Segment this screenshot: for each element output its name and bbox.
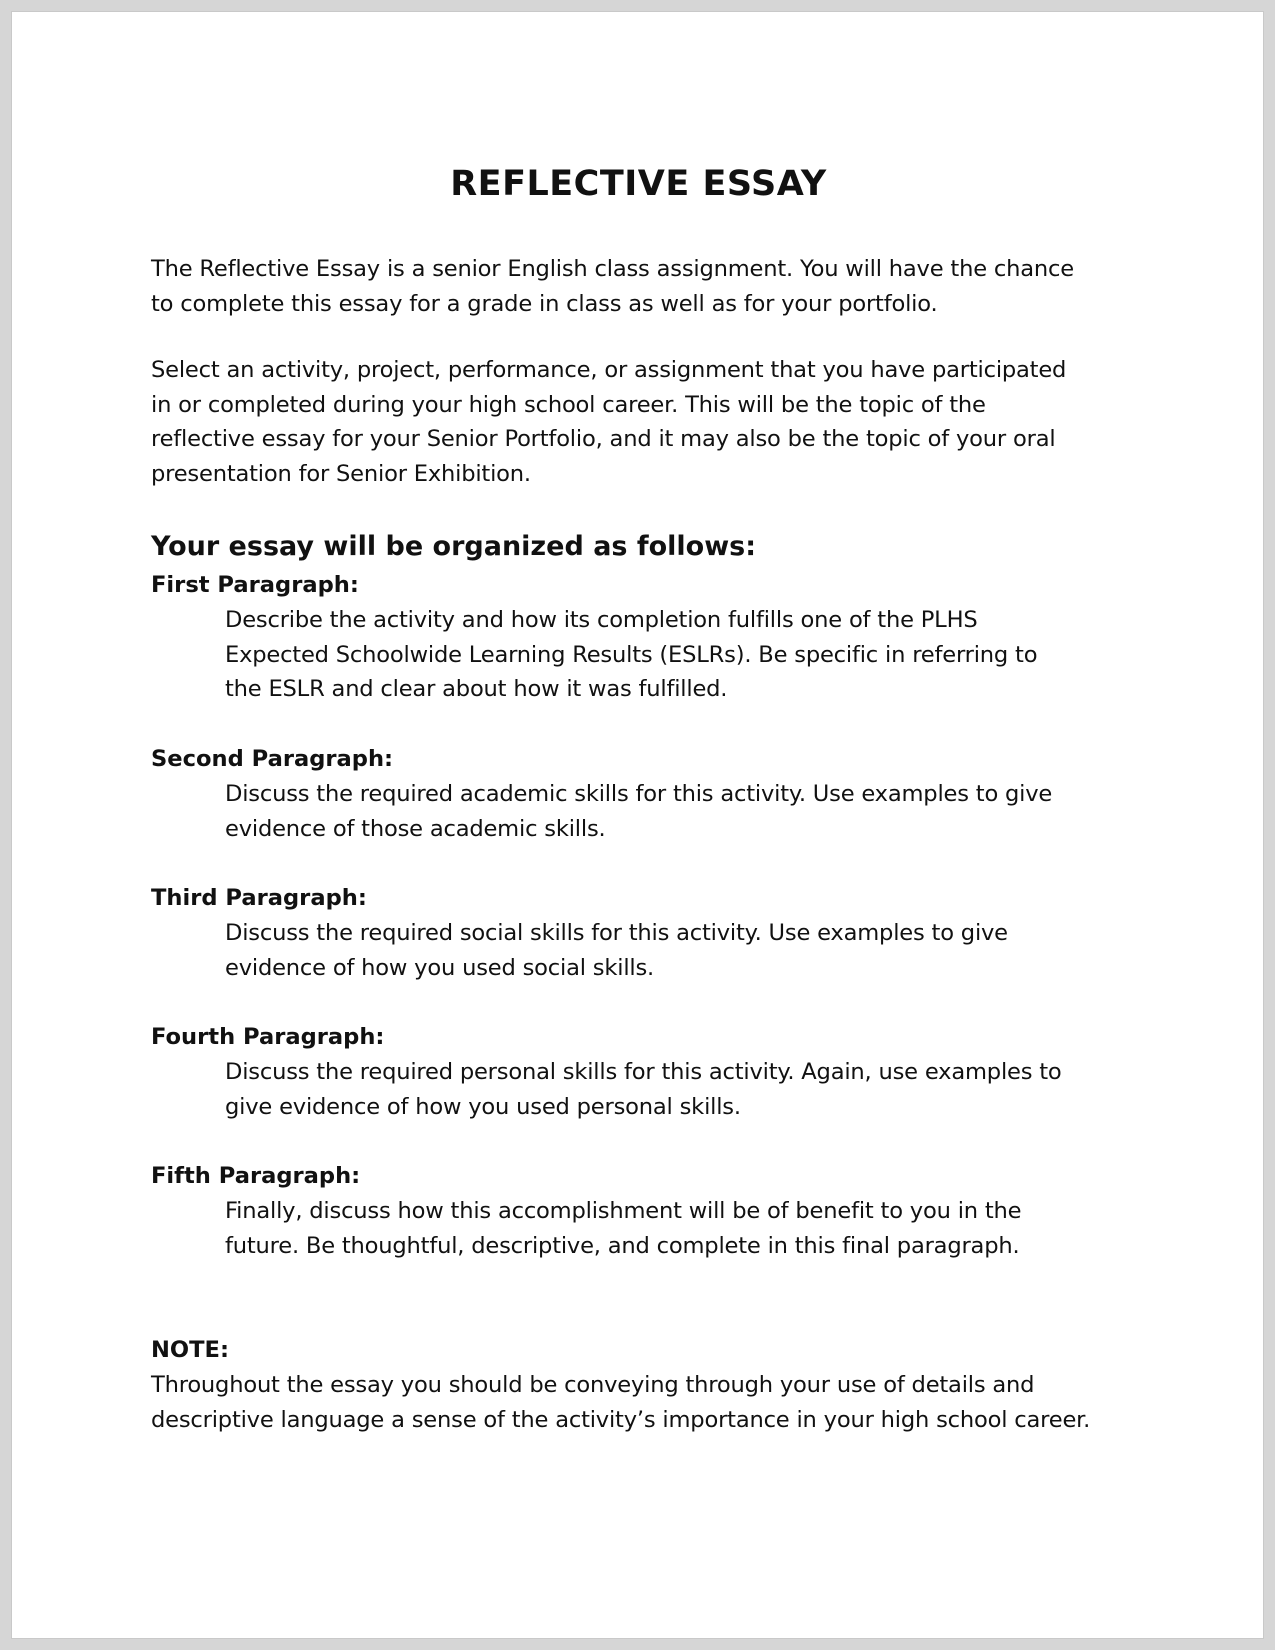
text-line: give evidence of how you used personal skills. [225, 1093, 741, 1120]
note-heading: NOTE: [151, 1337, 229, 1363]
text-line: Discuss the required personal skills for this activity. Again, use examples to [225, 1059, 1062, 1085]
text-line: Select an activity, project, performance, or assignment that you have participated [151, 357, 1067, 383]
text-line: descriptive language a sense of the activity’s importance in your high school career. [151, 1406, 1091, 1433]
section-body-third [225, 916, 1175, 985]
text-line: Throughout the essay you should be conveying through your use of details and [151, 1372, 1035, 1398]
note-body [151, 1368, 1141, 1437]
section-heading-first: First Paragraph: [151, 572, 359, 598]
section-heading-fifth: Fifth Paragraph: [151, 1163, 361, 1189]
text-line: in or completed during your high school career. This will be the topic of the [151, 391, 986, 418]
text-line: to complete this essay for a grade in class as well as for your portfolio. [151, 290, 938, 317]
text-line: Discuss the required social skills for this activity. Use examples to give [225, 920, 1008, 946]
text-line: Finally, discuss how this accomplishment will be of benefit to you in the [225, 1198, 1022, 1224]
text-line: The Reflective Essay is a senior English class assignment. You will have the chance [151, 256, 1074, 282]
section-body-first [225, 603, 1175, 707]
text-line: future. Be thoughtful, descriptive, and complete in this final paragraph. [225, 1232, 1020, 1259]
organization-heading: Your essay will be organized as follows: [151, 531, 757, 562]
section-body-fourth [225, 1055, 1175, 1124]
text-line: reflective essay for your Senior Portfolio, and it may also be the topic of your oral [151, 426, 1056, 453]
text-line: evidence of how you used social skills. [225, 954, 655, 981]
text-line: the ESLR and clear about how it was fulfilled. [225, 676, 728, 703]
section-heading-fourth: Fourth Paragraph: [151, 1024, 385, 1050]
document-page [11, 11, 1264, 1639]
document-title: REFLECTIVE ESSAY [450, 164, 827, 204]
section-body-second [225, 777, 1175, 846]
text-line: Describe the activity and how its completion fulfills one of the PLHS [225, 607, 978, 633]
text-line: Discuss the required academic skills for this activity. Use examples to give [225, 781, 1053, 807]
text-line: Expected Schoolwide Learning Results (ESLRs). Be specific in referring to [225, 641, 1038, 668]
text-line: presentation for Senior Exhibition. [151, 460, 531, 487]
section-heading-third: Third Paragraph: [151, 885, 367, 911]
intro-paragraph-1 [151, 252, 1141, 321]
text-line: evidence of those academic skills. [225, 815, 606, 842]
section-heading-second: Second Paragraph: [151, 746, 394, 772]
intro-paragraph-2 [151, 353, 1141, 491]
section-body-fifth [225, 1194, 1175, 1263]
